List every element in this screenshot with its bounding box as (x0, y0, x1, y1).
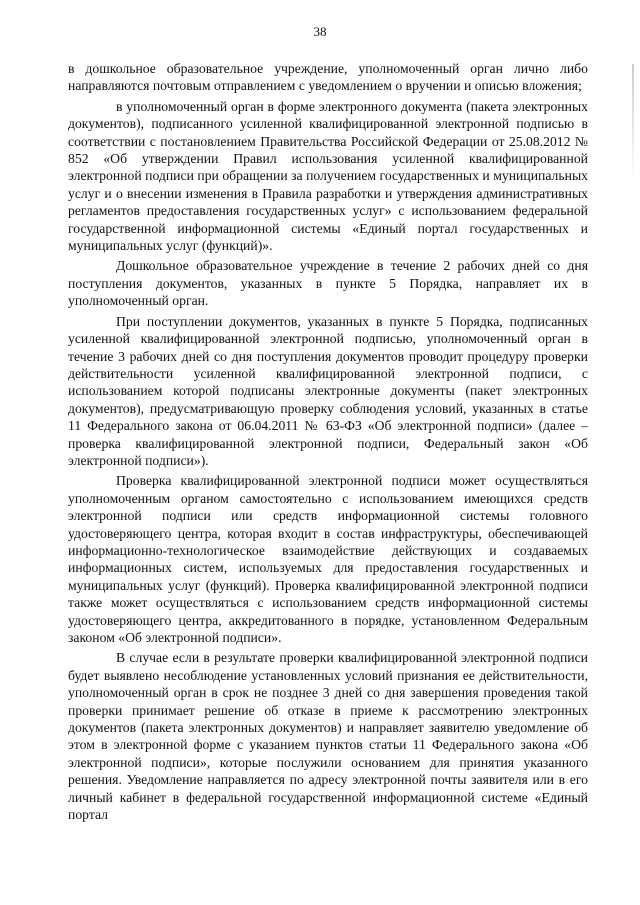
paragraph-preschool-forwarding: Дошкольное образовательное учреждение в течение 2 рабочих дней со дня поступления документов, указанных в пункте 5 Порядка, направляет их в уполномоченный орган. (68, 258, 588, 309)
paragraph-refusal-notice: В случае если в результате проверки квалифицированной электронной подписи будет выявлено несоблюдение установленных условий признания ее действительности, уполномоченный орган в срок не позднее 3 дней со дня завершения проведения такой проверки принимает решение об отказе в приеме к рассмотрению электронных документов (пакета электронных документов) и направляет заявителю уведомление об этом в электронной форме с указанием пунктов статьи 11 Федерального закона «Об электронной подписи», которые послужили основанием для принятия указанного решения. Уведомление направляется по адресу электронной почты заявителя или в его личный кабинет в федеральной государственной информационной системе «Единый портал (68, 650, 588, 823)
document-body (68, 60, 588, 826)
paragraph-electronic-submission: в уполномоченный орган в форме электронного документа (пакета электронных документов), подписанного усиленной квалифицированной электронной подписью в соответствии с постановлением Правительства Российской Федерации от 25.08.2012 № 852 «Об утверждении Правил использования усиленной квалифицированной электронной подписи при обращении за получением государственных и муниципальных услуг и о внесении изменения в Правила разработки и утверждения административных регламентов предоставления государственных услуг» с использованием федеральной государственной информационной системы «Единый портал государственных и муниципальных услуг (функций)». (68, 98, 588, 254)
paragraph-signature-verification: При поступлении документов, указанных в пункте 5 Порядка, подписанных усиленной квалифицированной электронной подписью, уполномоченный орган в течение 3 рабочих дней со дня поступления документов проводит процедуру проверки действительности усиленной квалифицированной электронной подписи, с использованием которой подписаны электронные документы (пакет электронных документов), предусматривающую проверку соблюдения условий, указанных в статье 11 Федерального закона от 06.04.2011 № 63-ФЗ «Об электронной подписи» (далее – проверка квалифицированной электронной подписи, Федеральный закон «Об электронной подписи»). (68, 313, 588, 468)
page-number: 38 (313, 24, 327, 39)
paragraph-verification-means: Проверка квалифицированной электронной подписи может осуществляться уполномоченным органом самостоятельно с использованием имеющихся средств электронной подписи или средств информационной системы головного удостоверяющего центра, которая входит в состав инфраструктуры, обеспечивающей информационно-технологическое взаимодействие действующих и создаваемых информационных систем, используемых для предоставления государственных и муниципальных услуг (функций). Проверка квалифицированной электронной подписи также может осуществляться с использованием средств информационной системы удостоверяющего центра, аккредитованного в порядке, установленном Федеральным законом «Об электронной подписи». (68, 473, 588, 645)
paragraph-continuation: в дошкольное образовательное учреждение, уполномоченный орган лично либо направляются почтовым отправлением с уведомлением о вручении и описью вложения; (68, 61, 588, 94)
scan-edge-mark (632, 64, 634, 184)
